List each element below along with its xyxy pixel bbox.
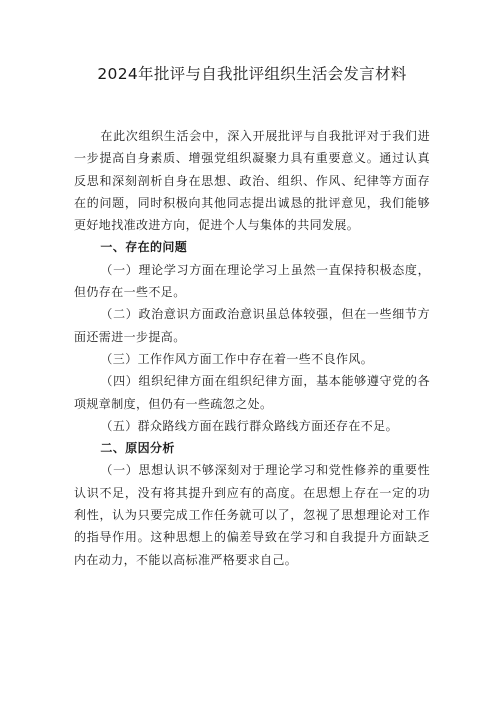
problem-item-2: （二）政治意识方面政治意识虽总体较强，但在一些细节方面还需进一步提高。 bbox=[74, 307, 430, 344]
problem-item-4: （四）组织纪律方面在组织纪律方面，基本能够遵守党的各项规章制度，但仍有一些疏忽之处。 bbox=[74, 374, 430, 411]
cause-item-1: （一）思想认识不够深刻对于理论学习和党性修养的重要性认识不足，没有将其提升到应有的高度。在思想上存在一定的功利性，认为只要完成工作任务就可以了，忽视了思想理论对工作的指导作用。这种思想上的偏差导致在学习和自我提升方面缺乏内在动力，不能以高标准严格要求自己。 bbox=[74, 463, 430, 567]
document-body bbox=[74, 125, 430, 571]
problem-item-1: （一）理论学习方面在理论学习上虽然一直保持积极态度，但仍存在一些不足。 bbox=[74, 262, 430, 300]
section-heading-causes: 二、原因分析 bbox=[100, 441, 175, 456]
section-heading-problems: 一、存在的问题 bbox=[100, 240, 188, 255]
intro-paragraph: 在此次组织生活会中，深入开展批评与自我批评对于我们进一步提高自身素质、增强党组织凝聚力具有重要意义。通过认真反思和深刻剖析自身在思想、政治、组织、作风、纪律等方面存在的问题，同时积极向其他同志提出诚恳的批评意见，我们能够更好地找准改进方向，促进个人与集体的共同发展。 bbox=[74, 129, 430, 233]
problem-item-3: （三）工作作风方面工作中存在着一些不良作风。 bbox=[100, 351, 374, 366]
problem-item-5: （五）群众路线方面在践行群众路线方面还存在不足。 bbox=[100, 418, 398, 433]
document-title: 2024年批评与自我批评组织生活会发言材料 bbox=[97, 65, 407, 83]
